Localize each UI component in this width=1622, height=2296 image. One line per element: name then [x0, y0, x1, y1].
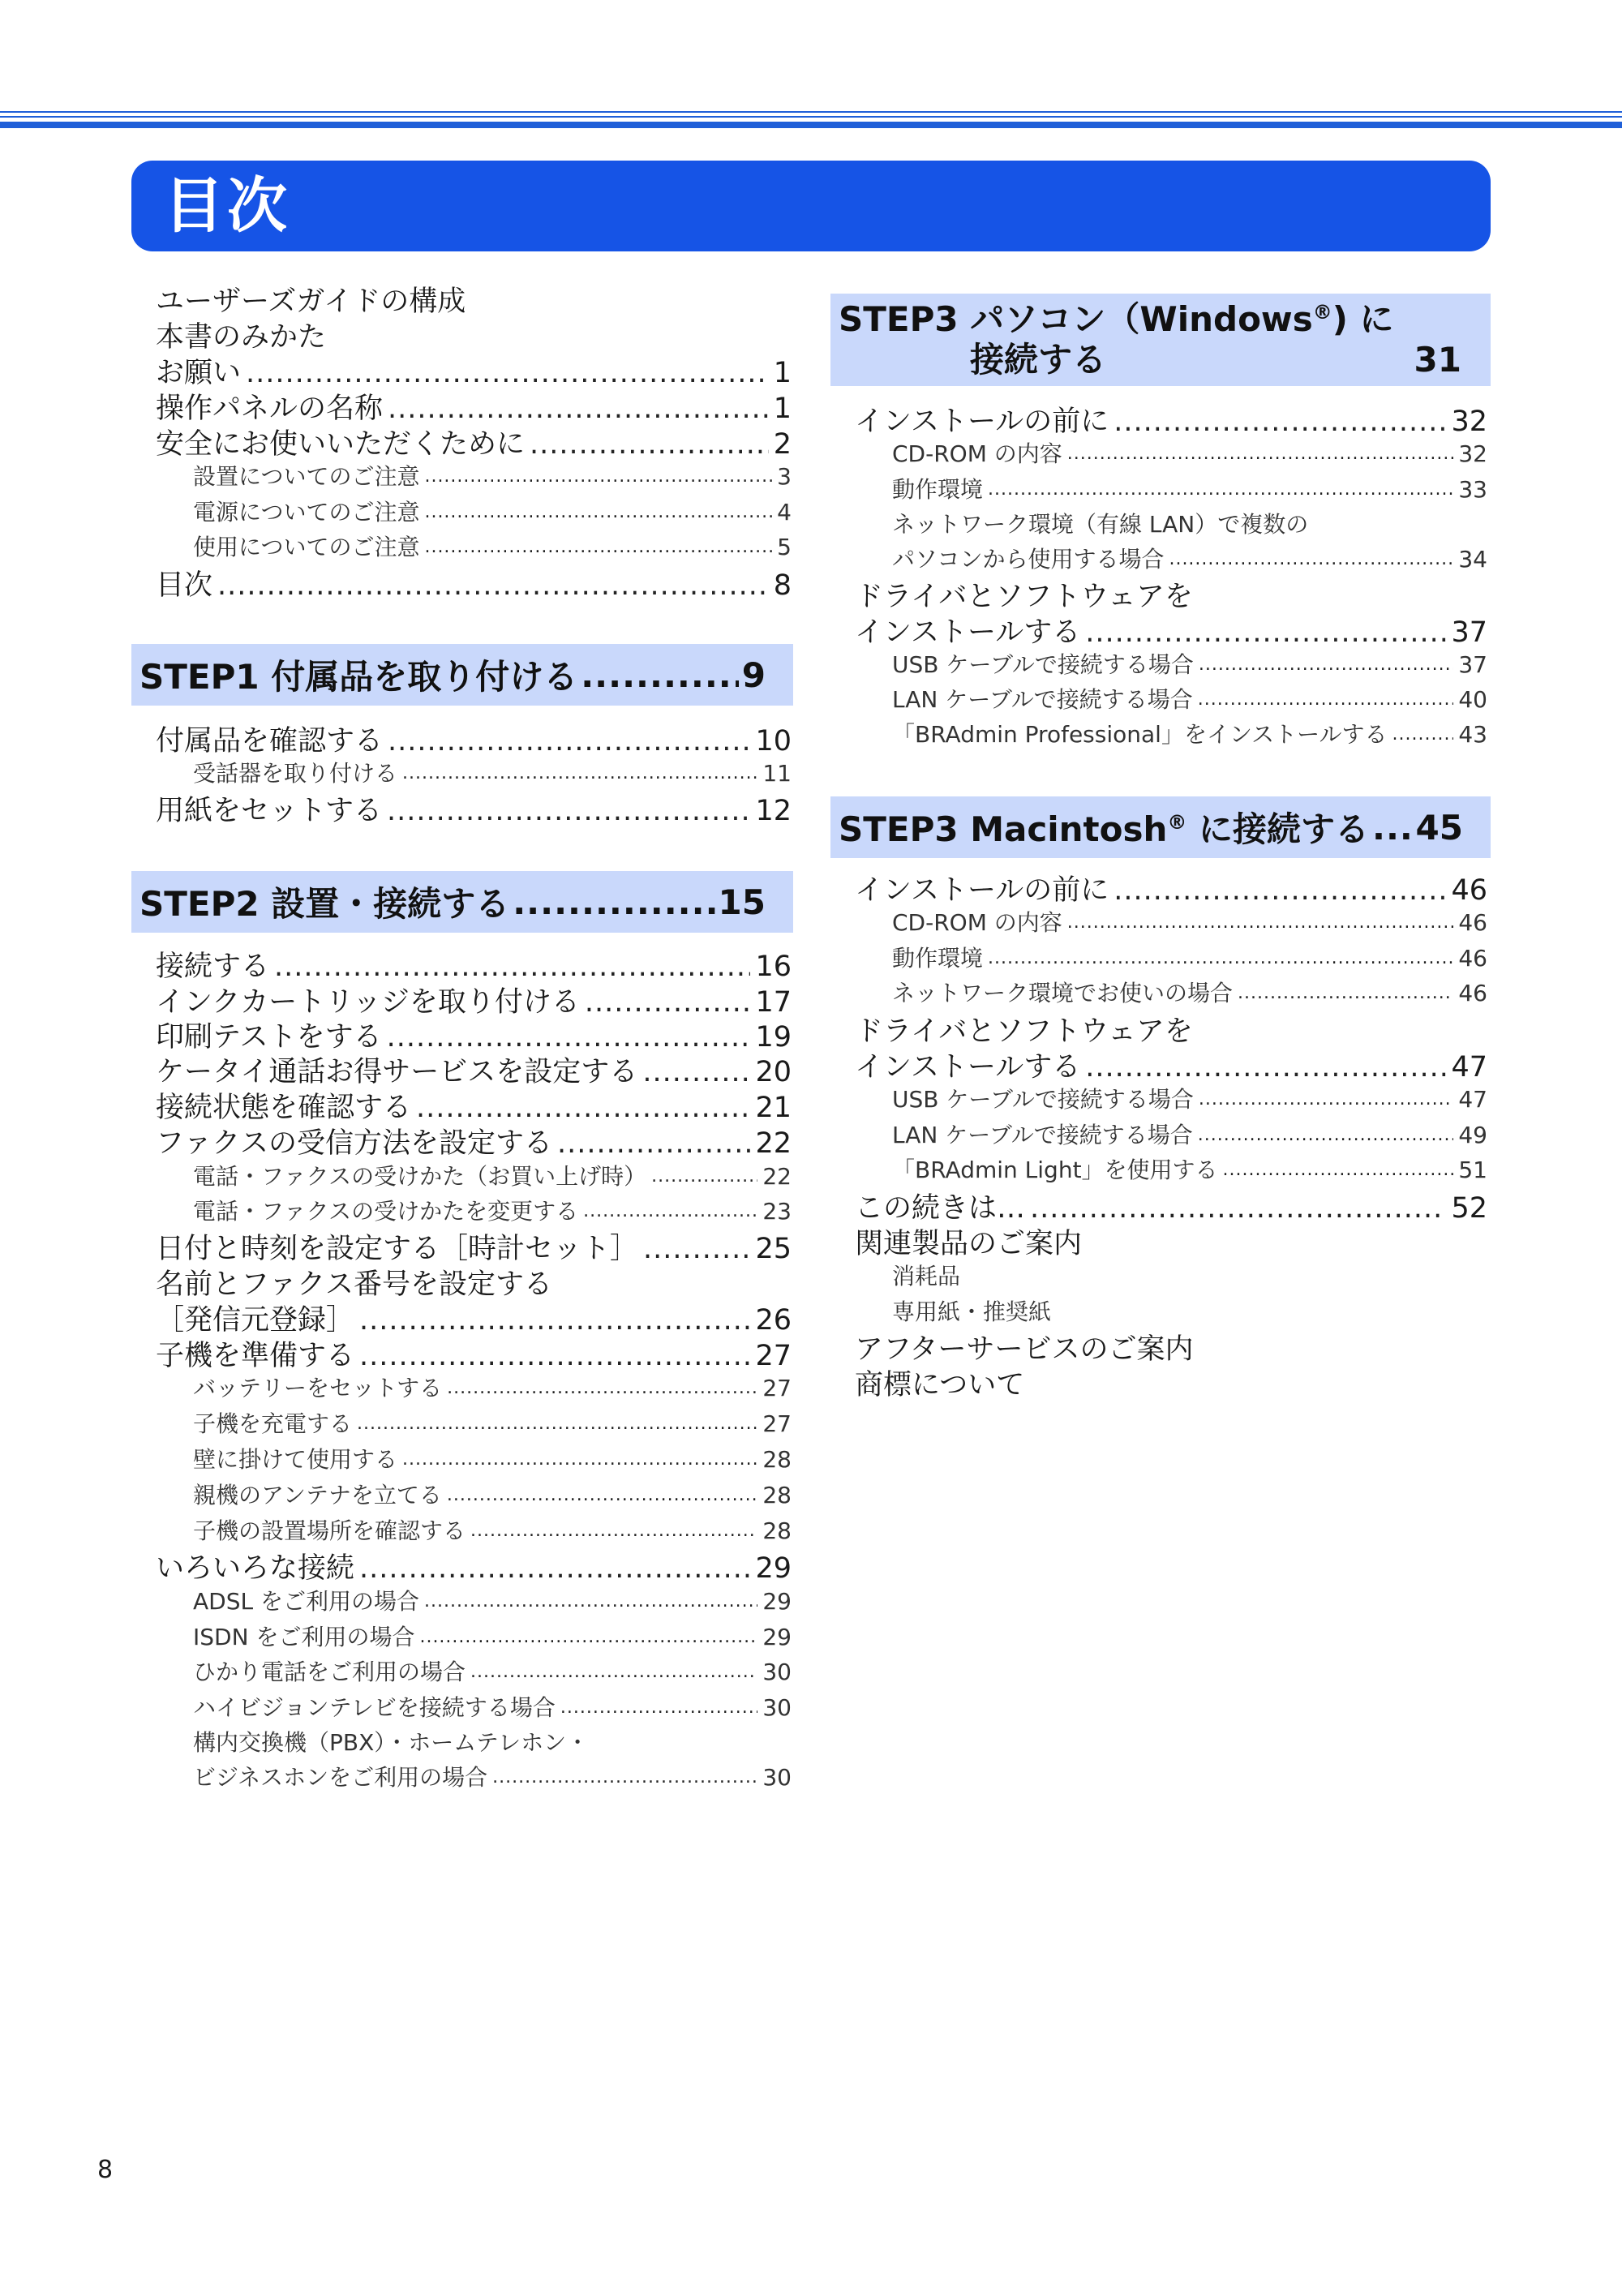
toc-subentry[interactable]	[892, 719, 1487, 751]
page-title: 目次	[164, 171, 290, 241]
top-rule-thick	[0, 122, 1622, 128]
toc-entry-page: 4	[777, 499, 792, 526]
top-rule-thin-2	[0, 116, 1622, 118]
toc-entry-label: 目次	[156, 569, 213, 602]
step3-windows-heading[interactable]: STEP3 パソコン（Windows®) に 接続する 31	[830, 294, 1491, 386]
toc-entry[interactable]	[156, 391, 792, 427]
toc-entry-page: 22	[762, 1163, 792, 1190]
toc-header	[131, 161, 1491, 251]
toc-entry-label: CD-ROM の内容	[892, 909, 1062, 936]
toc-subentry[interactable]	[193, 531, 792, 564]
toc-entry-label: パソコンから使用する場合	[892, 546, 1165, 573]
toc-subentry[interactable]: 専用紙・推奨紙	[892, 1298, 1052, 1325]
toc-entry[interactable]: 関連製品のご案内	[855, 1228, 1083, 1260]
toc-entry[interactable]: 商標について	[855, 1369, 1025, 1401]
toc-entry-page: 29	[762, 1588, 792, 1615]
toc-entry-page: 51	[1458, 1157, 1487, 1183]
toc-entry[interactable]	[156, 1054, 792, 1090]
toc-entry-label: 付属品を確認する	[156, 725, 384, 757]
toc-entry-page: 32	[1458, 440, 1487, 467]
toc-entry-label: 操作パネルの名称	[156, 393, 384, 425]
toc-entry-page: 1	[773, 357, 792, 389]
toc-entry-label: この続きは…	[855, 1192, 1026, 1225]
toc-subentry[interactable]	[892, 1084, 1487, 1116]
page-number: 8	[97, 2156, 114, 2184]
toc-entry[interactable]	[156, 427, 792, 462]
toc-entry-page: 28	[762, 1517, 792, 1544]
toc-entry[interactable]	[156, 1019, 792, 1055]
toc-subentry[interactable]	[193, 1586, 792, 1618]
toc-entry-label: いろいろな接続	[156, 1552, 355, 1585]
toc-entry-label: 接続状態を確認する	[156, 1092, 412, 1124]
toc-entry[interactable]	[156, 949, 792, 985]
toc-entry[interactable]	[156, 1302, 792, 1338]
toc-entry-page: 32	[1451, 406, 1487, 438]
toc-entry-page: 46	[1458, 945, 1487, 972]
toc-subentry[interactable]	[193, 1479, 792, 1512]
toc-entry-label: USB ケーブルで接続する場合	[892, 1086, 1194, 1113]
toc-entry-label: ［発信元登録］	[156, 1304, 355, 1337]
toc-entry-label: 子機の設置場所を確認する	[193, 1517, 466, 1544]
toc-entry[interactable]	[156, 568, 792, 603]
toc-entry-label: 電源についてのご注意	[193, 499, 420, 526]
toc-entry-label: インクカートリッジを取り付ける	[156, 986, 580, 1019]
toc-entry[interactable]	[156, 793, 792, 829]
toc-entry-page: 30	[762, 1659, 792, 1685]
toc-subentry[interactable]	[193, 1408, 792, 1440]
toc-entry-page: 47	[1458, 1086, 1487, 1113]
toc-entry-label: ハイビジョンテレビを接続する場合	[193, 1694, 556, 1721]
toc-entry-page: 11	[762, 760, 792, 787]
step1-heading[interactable]: STEP1 付属品を取り付ける ..... 9	[131, 644, 793, 706]
toc-entry-page: 27	[762, 1375, 792, 1401]
toc-subentry[interactable]	[892, 1119, 1487, 1152]
toc-subentry[interactable]	[193, 1621, 792, 1654]
toc-subentry[interactable]	[892, 438, 1487, 470]
toc-entry-page: 3	[777, 463, 792, 490]
toc-entry-label: インストールする	[855, 1051, 1081, 1084]
toc-entry-label: 親機のアンテナを立てる	[193, 1482, 442, 1508]
toc-subentry[interactable]	[892, 474, 1487, 506]
toc-entry[interactable]: ユーザーズガイドの構成	[156, 285, 466, 318]
toc-entry-page: 46	[1451, 874, 1487, 907]
toc-entry-label: USB ケーブルで接続する場合	[892, 651, 1194, 678]
toc-entry[interactable]	[156, 723, 792, 759]
toc-entry-label: 「BRAdmin Professional」をインストールする	[892, 721, 1388, 748]
toc-subentry[interactable]	[193, 1692, 792, 1724]
toc-entry-page: 20	[755, 1056, 792, 1088]
toc-entry-label: 受話器を取り付ける	[193, 760, 398, 787]
toc-entry-label: 子機を準備する	[156, 1340, 355, 1372]
toc-subentry[interactable]	[892, 942, 1487, 975]
toc-entry-label: インストールの前に	[855, 406, 1109, 438]
toc-entry-label: ビジネスホンをご利用の場合	[193, 1764, 488, 1791]
toc-entry-page: 29	[762, 1624, 792, 1650]
toc-entry[interactable]	[156, 1338, 792, 1374]
toc-entry-label: インストールの前に	[855, 874, 1109, 907]
toc-entry-label: 接続する	[156, 951, 270, 983]
top-rule-thin-1	[0, 111, 1622, 113]
toc-entry-page: 10	[755, 725, 792, 757]
toc-entry-label: 使用についてのご注意	[193, 534, 420, 560]
toc-entry-page: 27	[755, 1340, 792, 1372]
toc-entry-page: 28	[762, 1446, 792, 1473]
toc-entry[interactable]	[855, 1049, 1487, 1085]
toc-entry[interactable]	[156, 1126, 792, 1161]
toc-entry-label: 印刷テストをする	[156, 1021, 382, 1054]
toc-entry-page: 33	[1458, 476, 1487, 503]
toc-entry[interactable]	[156, 1551, 792, 1586]
toc-entry-page: 23	[762, 1198, 792, 1225]
toc-subentry[interactable]: 消耗品	[892, 1263, 961, 1290]
toc-entry-page: 5	[777, 534, 792, 560]
toc-entry-page: 2	[773, 428, 792, 461]
toc-entry-page: 17	[755, 986, 792, 1019]
toc-entry-page: 1	[773, 393, 792, 425]
toc-subentry[interactable]	[193, 1762, 792, 1794]
toc-entry-label: 安全にお使いいただくために	[156, 428, 526, 461]
toc-entry-page: 30	[762, 1764, 792, 1791]
toc-subentry[interactable]	[892, 907, 1487, 939]
toc-subentry[interactable]	[193, 1372, 792, 1405]
toc-entry-label: 動作環境	[892, 945, 984, 972]
toc-subentry[interactable]	[193, 1515, 792, 1547]
toc-entry-page: 21	[755, 1092, 792, 1124]
toc-entry-page: 49	[1458, 1122, 1487, 1148]
toc-entry[interactable]: アフターサービスのご案内	[855, 1333, 1194, 1366]
toc-entry-page: 26	[755, 1304, 792, 1337]
toc-entry-label: ひかり電話をご利用の場合	[193, 1659, 466, 1685]
toc-entry-label: 日付と時刻を設定する［時計セット］	[156, 1233, 639, 1265]
toc-subentry[interactable]	[193, 1656, 792, 1689]
toc-entry[interactable]: ドライバとソフトウェアを	[855, 581, 1193, 613]
toc-subentry[interactable]	[892, 684, 1487, 716]
toc-subentry[interactable]	[193, 1444, 792, 1476]
toc-entry-page: 52	[1451, 1192, 1487, 1225]
toc-entry-label: お願い	[156, 357, 242, 389]
toc-entry-page: 47	[1451, 1051, 1487, 1084]
toc-subentry[interactable]	[892, 543, 1487, 576]
toc-entry-page: 12	[755, 795, 792, 827]
toc-entry[interactable]	[855, 1191, 1487, 1226]
toc-subentry[interactable]: ネットワーク環境（有線 LAN）で複数の	[892, 511, 1309, 538]
toc-entry-page: 8	[773, 569, 792, 602]
toc-entry-page: 30	[762, 1694, 792, 1721]
toc-subentry[interactable]	[892, 977, 1487, 1010]
toc-entry-label: ネットワーク環境でお使いの場合	[892, 980, 1234, 1006]
toc-subentry[interactable]	[892, 1154, 1487, 1187]
toc-entry[interactable]	[156, 1231, 792, 1267]
toc-entry-label: CD-ROM の内容	[892, 440, 1062, 467]
toc-entry[interactable]	[855, 615, 1487, 650]
toc-entry-label: 電話・ファクスの受けかたを変更する	[193, 1198, 579, 1225]
toc-entry[interactable]	[156, 1090, 792, 1126]
toc-entry-page: 22	[755, 1127, 792, 1160]
toc-entry[interactable]	[156, 985, 792, 1020]
toc-subentry[interactable]	[193, 461, 792, 493]
toc-entry-label: 動作環境	[892, 476, 984, 503]
toc-entry-page: 46	[1458, 980, 1487, 1006]
toc-entry-label: 用紙をセットする	[156, 795, 382, 827]
toc-entry[interactable]: 名前とファクス番号を設定する	[156, 1268, 552, 1301]
toc-entry-page: 19	[755, 1021, 792, 1054]
toc-entry-page: 28	[762, 1482, 792, 1508]
toc-subentry[interactable]	[193, 496, 792, 529]
toc-entry-label: 電話・ファクスの受けかた（お買い上げ時）	[193, 1163, 647, 1190]
toc-subentry[interactable]	[193, 1195, 792, 1228]
toc-entry-label: バッテリーをセットする	[193, 1375, 443, 1401]
toc-entry-page: 25	[755, 1233, 792, 1265]
toc-entry-label: ケータイ通話お得サービスを設定する	[156, 1056, 638, 1088]
toc-entry-label: インストールする	[855, 616, 1081, 649]
toc-entry[interactable]	[855, 404, 1487, 440]
toc-entry[interactable]	[855, 873, 1487, 908]
toc-entry[interactable]: ドライバとソフトウェアを	[855, 1015, 1193, 1048]
toc-entry-page: 43	[1458, 721, 1487, 748]
toc-subentry[interactable]	[193, 757, 792, 790]
toc-entry-page: 29	[755, 1552, 792, 1585]
toc-entry[interactable]	[156, 355, 792, 391]
toc-subentry[interactable]	[892, 649, 1487, 681]
toc-entry-label: ISDN をご利用の場合	[193, 1624, 415, 1650]
toc-entry-label: 壁に掛けて使用する	[193, 1446, 398, 1473]
toc-entry-label: 設置についてのご注意	[193, 463, 420, 490]
toc-subentry[interactable]: 構内交換機（PBX）・ホームテレホン・	[193, 1729, 590, 1756]
toc-entry-label: 子機を充電する	[193, 1410, 353, 1437]
toc-entry-page: 27	[762, 1410, 792, 1437]
toc-entry-page: 37	[1451, 616, 1487, 649]
toc-entry[interactable]: 本書のみかた	[156, 321, 327, 354]
toc-entry-label: ADSL をご利用の場合	[193, 1588, 419, 1615]
toc-entry-label: 「BRAdmin Light」を使用する	[892, 1157, 1218, 1183]
toc-entry-page: 46	[1458, 909, 1487, 936]
toc-entry-page: 34	[1458, 546, 1487, 573]
toc-entry-label: LAN ケーブルで接続する場合	[892, 1122, 1193, 1148]
toc-entry-label: LAN ケーブルで接続する場合	[892, 686, 1193, 713]
toc-entry-page: 16	[755, 951, 792, 983]
toc-entry-label: ファクスの受信方法を設定する	[156, 1127, 552, 1160]
toc-entry-page: 40	[1458, 686, 1487, 713]
toc-subentry[interactable]	[193, 1161, 792, 1193]
step2-heading[interactable]: STEP2 設置・接続する ..... 15	[131, 871, 793, 933]
toc-entry-page: 37	[1458, 651, 1487, 678]
step3-mac-heading[interactable]: STEP3 Macintosh® に接続する ..... 45	[830, 796, 1491, 858]
